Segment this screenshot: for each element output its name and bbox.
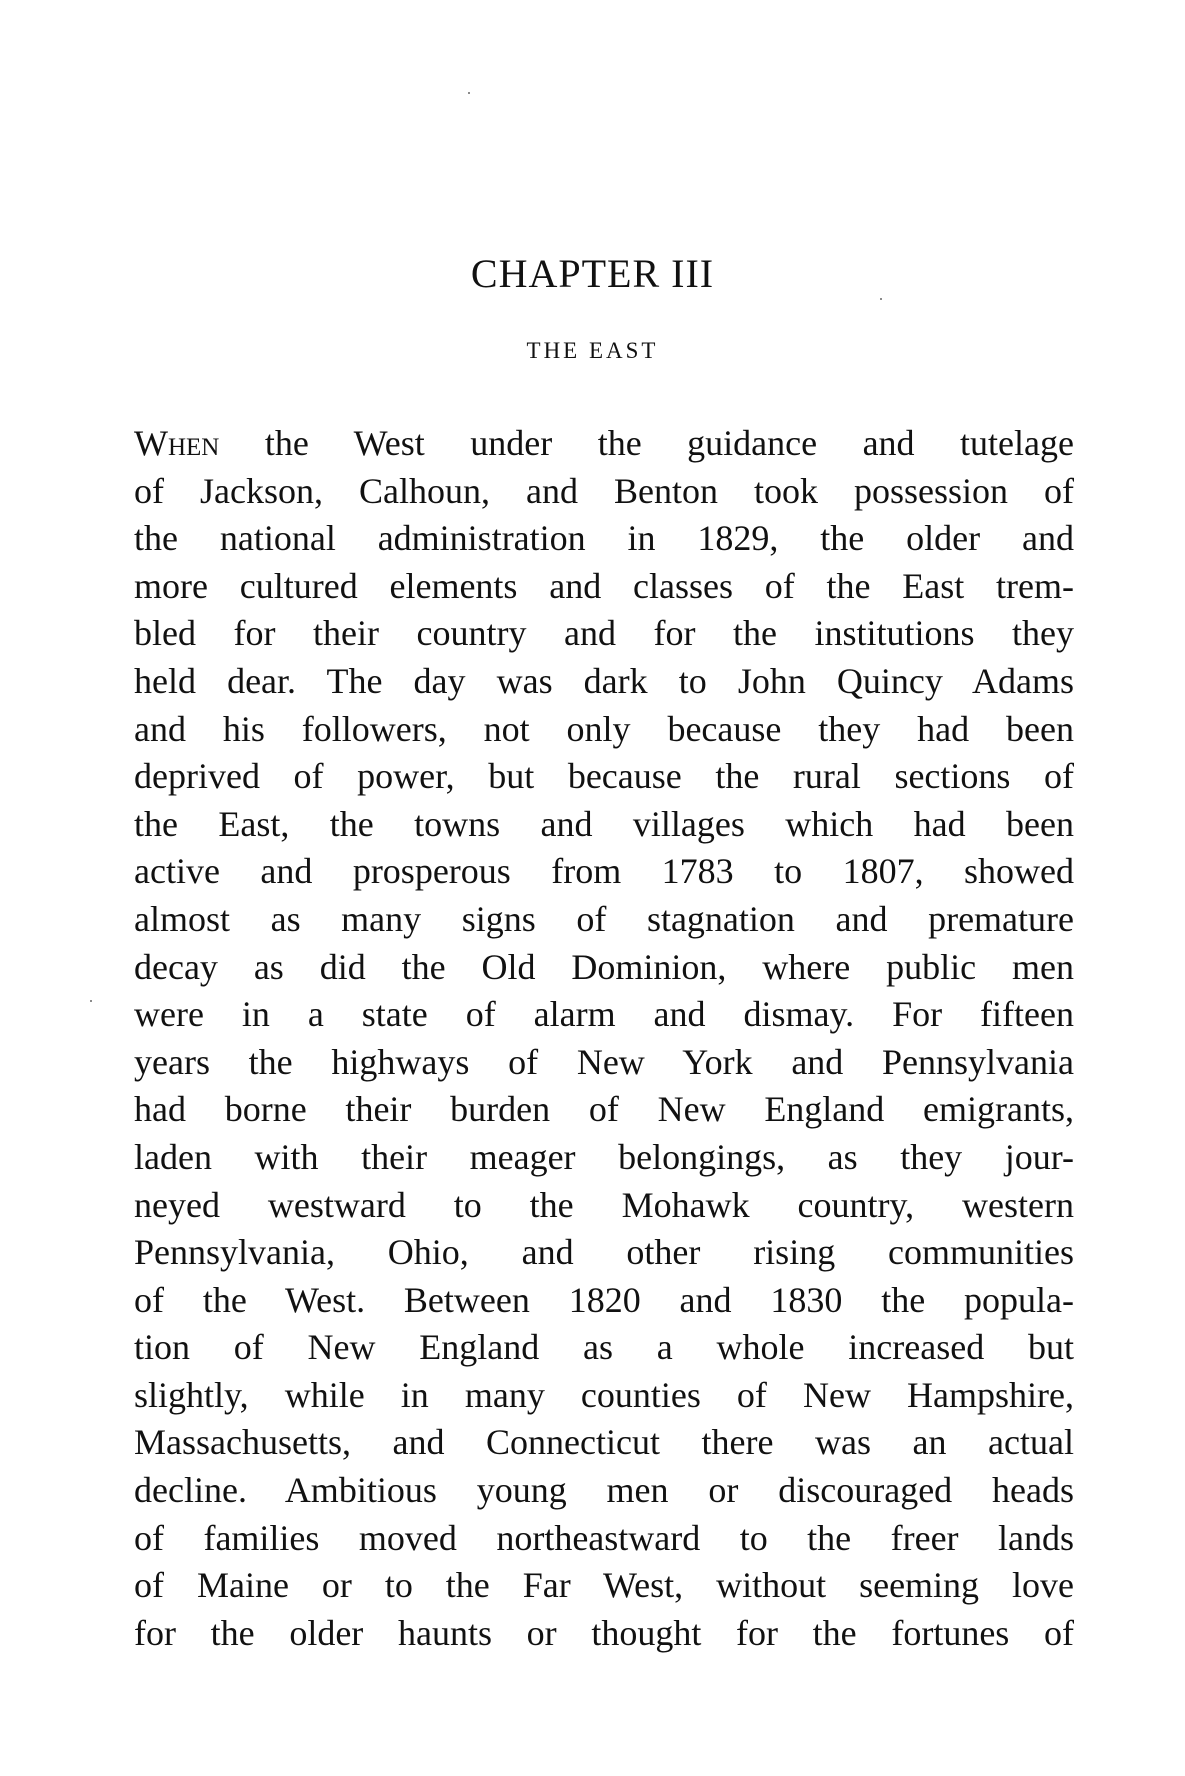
text-line-2: of Jackson, Calhoun, and Benton took possession of	[134, 470, 1074, 511]
text-line-8: deprived of power, but because the rural sections of	[134, 756, 1074, 797]
first-line-rest: the West under the guidance and tutelage	[219, 423, 1074, 463]
text-lines	[134, 468, 1074, 1658]
page-speck	[468, 92, 470, 94]
text-line-3: the national administration in 1829, the older and	[134, 518, 1074, 559]
text-line-7: and his followers, not only because they had been	[134, 708, 1074, 749]
chapter-body-text	[134, 420, 1074, 1657]
text-line-23: decline. Ambitious young men or discouraged heads	[134, 1470, 1074, 1511]
text-line-18: Pennsylvania, Ohio, and other rising communities	[134, 1232, 1074, 1273]
text-line-22: Massachusetts, and Connecticut there was an actual	[134, 1422, 1074, 1463]
text-line-11: almost as many signs of stagnation and premature	[134, 898, 1074, 939]
page-speck	[880, 298, 882, 300]
text-line-20: tion of New England as a whole increased but	[134, 1327, 1074, 1368]
text-line-15: had borne their burden of New England emigrants,	[134, 1089, 1074, 1130]
text-line-16: laden with their meager belongings, as they jour-	[134, 1136, 1074, 1177]
text-line-12: decay as did the Old Dominion, where public men	[134, 946, 1074, 987]
text-line-24: of families moved northeastward to the freer lands	[134, 1517, 1074, 1558]
text-line-19: of the West. Between 1820 and 1830 the popula-	[134, 1279, 1074, 1320]
text-line-10: active and prosperous from 1783 to 1807, showed	[134, 851, 1074, 892]
text-line-13: were in a state of alarm and dismay. For fifteen	[134, 994, 1074, 1035]
text-line-5: bled for their country and for the institutions they	[134, 613, 1074, 654]
text-line-26: for the older haunts or thought for the fortunes of	[134, 1612, 1074, 1653]
text-line-4: more cultured elements and classes of the East trem-	[134, 565, 1074, 606]
page-speck	[90, 1000, 92, 1002]
text-line-6: held dear. The day was dark to John Quincy Adams	[134, 660, 1074, 701]
text-line-25: of Maine or to the Far West, without seeming love	[134, 1565, 1074, 1606]
chapter-subtitle: THE EAST	[526, 338, 659, 363]
text-line-14: years the highways of New York and Pennsylvania	[134, 1041, 1074, 1082]
text-line-9: the East, the towns and villages which had been	[134, 803, 1074, 844]
chapter-heading: CHAPTER III	[470, 251, 715, 296]
text-line-17: neyed westward to the Mohawk country, western	[134, 1184, 1074, 1225]
drop-word: When	[134, 423, 220, 463]
text-line-21: slightly, while in many counties of New Hampshire,	[134, 1374, 1074, 1415]
text-line-1	[134, 420, 1074, 468]
